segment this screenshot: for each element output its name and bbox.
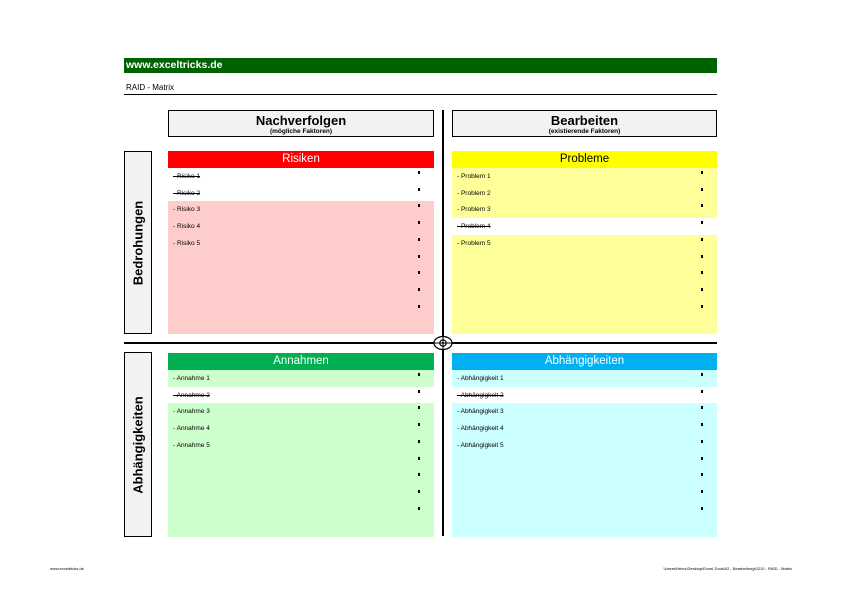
item-label: - Problem 5 <box>457 239 491 247</box>
list-item <box>452 285 717 302</box>
list-item <box>168 387 434 404</box>
list-item <box>452 218 717 235</box>
quadrant-issues <box>452 151 717 334</box>
row-header-dependencies <box>124 352 152 537</box>
item-label: - Problem 2 <box>457 189 491 197</box>
item-label: - Problem 1 <box>457 173 491 180</box>
quadrant-risks <box>168 151 434 334</box>
list-item <box>168 168 434 185</box>
list-item <box>168 252 434 269</box>
footer-left: www.exceltricks.de <box>50 566 84 571</box>
item-marker <box>418 490 420 493</box>
item-marker <box>701 440 703 443</box>
item-label: - Risiko 5 <box>173 239 201 247</box>
item-marker <box>418 305 420 308</box>
item-label: - Risiko 2 <box>173 189 201 197</box>
item-marker <box>418 473 420 476</box>
item-marker <box>701 288 703 291</box>
item-marker <box>701 204 703 207</box>
list-item <box>452 487 717 504</box>
column-header-subtitle: (mögliche Faktoren) <box>269 128 333 135</box>
item-marker <box>418 255 420 258</box>
item-label: - Abhängigkeit 1 <box>457 375 504 382</box>
item-marker <box>701 457 703 460</box>
item-marker <box>701 373 703 376</box>
list-item <box>168 185 434 202</box>
item-marker <box>701 188 703 191</box>
item-label: - Risiko 1 <box>173 173 201 180</box>
list-item <box>168 268 434 285</box>
item-marker <box>418 188 420 191</box>
quadrant-dependencies <box>452 353 717 537</box>
row-header-title: Abhängigkeiten <box>130 395 146 494</box>
item-label: - Problem 4 <box>457 223 491 231</box>
item-label: - Annahme 2 <box>173 391 210 399</box>
list-item <box>168 470 434 487</box>
item-marker <box>418 507 420 510</box>
item-marker <box>418 221 420 224</box>
item-marker <box>701 406 703 409</box>
item-label: - Abhängigkeit 5 <box>457 441 504 449</box>
column-header-title: Nachverfolgen <box>255 113 347 128</box>
list-item <box>168 218 434 235</box>
item-marker <box>701 255 703 258</box>
subtitle-divider <box>124 94 717 95</box>
item-marker <box>418 440 420 443</box>
list-item <box>452 185 717 202</box>
item-marker <box>701 271 703 274</box>
list-item <box>452 268 717 285</box>
item-marker <box>418 373 420 376</box>
item-label: - Annahme 5 <box>173 441 210 449</box>
site-banner: www.exceltricks.de <box>124 58 717 73</box>
item-marker <box>701 490 703 493</box>
sheet-subtitle: RAID - Matrix <box>126 83 174 92</box>
item-marker <box>418 288 420 291</box>
list-item <box>452 168 717 185</box>
quadrant-title: Abhängigkeiten <box>452 353 717 370</box>
column-header-track <box>168 110 434 137</box>
vertical-axis-line <box>442 110 444 536</box>
list-item <box>452 252 717 269</box>
list-item <box>452 370 717 387</box>
quadrant-title: Probleme <box>452 151 717 168</box>
row-header-title: Bedrohungen <box>130 200 146 285</box>
item-marker <box>418 204 420 207</box>
item-label: - Abhängigkeit 3 <box>457 408 504 416</box>
item-marker <box>701 423 703 426</box>
item-marker <box>418 271 420 274</box>
item-label: - Annahme 4 <box>173 425 210 433</box>
item-label: - Problem 3 <box>457 206 491 214</box>
list-item <box>452 235 717 252</box>
item-marker <box>701 221 703 224</box>
list-item <box>168 420 434 437</box>
list-item <box>452 302 717 319</box>
item-label: - Risiko 3 <box>173 206 201 214</box>
list-item <box>452 420 717 437</box>
quadrant-title: Risiken <box>168 151 434 168</box>
list-item <box>452 437 717 454</box>
item-marker <box>418 457 420 460</box>
footer-right: \Users\Heinz\Desktop\Excel-Tools\02 - Bearbeitung\0210 - RAID - Matrix <box>663 566 792 571</box>
list-item <box>168 403 434 420</box>
list-item <box>452 504 717 521</box>
item-marker <box>701 473 703 476</box>
list-item <box>168 454 434 471</box>
item-label: - Annahme 3 <box>173 408 210 416</box>
list-item <box>452 201 717 218</box>
list-item <box>168 487 434 504</box>
list-item <box>168 504 434 521</box>
list-item <box>168 437 434 454</box>
item-label: - Risiko 4 <box>173 223 201 231</box>
quadrant-title: Annahmen <box>168 353 434 370</box>
item-marker <box>418 171 420 174</box>
item-marker <box>701 507 703 510</box>
column-header-subtitle: (existierende Faktoren) <box>548 128 621 135</box>
item-marker <box>418 238 420 241</box>
item-marker <box>701 305 703 308</box>
item-marker <box>418 423 420 426</box>
item-label: - Abhängigkeit 2 <box>457 391 504 399</box>
item-marker <box>418 406 420 409</box>
list-item <box>168 235 434 252</box>
list-item <box>452 403 717 420</box>
column-header-title: Bearbeiten <box>550 113 619 128</box>
list-item <box>168 201 434 218</box>
item-marker <box>701 390 703 393</box>
item-marker <box>701 171 703 174</box>
list-item <box>168 370 434 387</box>
horizontal-axis-line <box>124 342 717 344</box>
list-item <box>168 302 434 319</box>
quadrant-assumptions <box>168 353 434 537</box>
column-header-handle <box>452 110 717 137</box>
item-label: - Annahme 1 <box>173 375 210 382</box>
item-marker <box>418 390 420 393</box>
target-crosshair-icon <box>432 335 454 351</box>
list-item <box>452 454 717 471</box>
item-label: - Abhängigkeit 4 <box>457 425 504 433</box>
row-header-threats <box>124 151 152 334</box>
list-item <box>168 285 434 302</box>
list-item <box>452 470 717 487</box>
item-marker <box>701 238 703 241</box>
list-item <box>452 387 717 404</box>
